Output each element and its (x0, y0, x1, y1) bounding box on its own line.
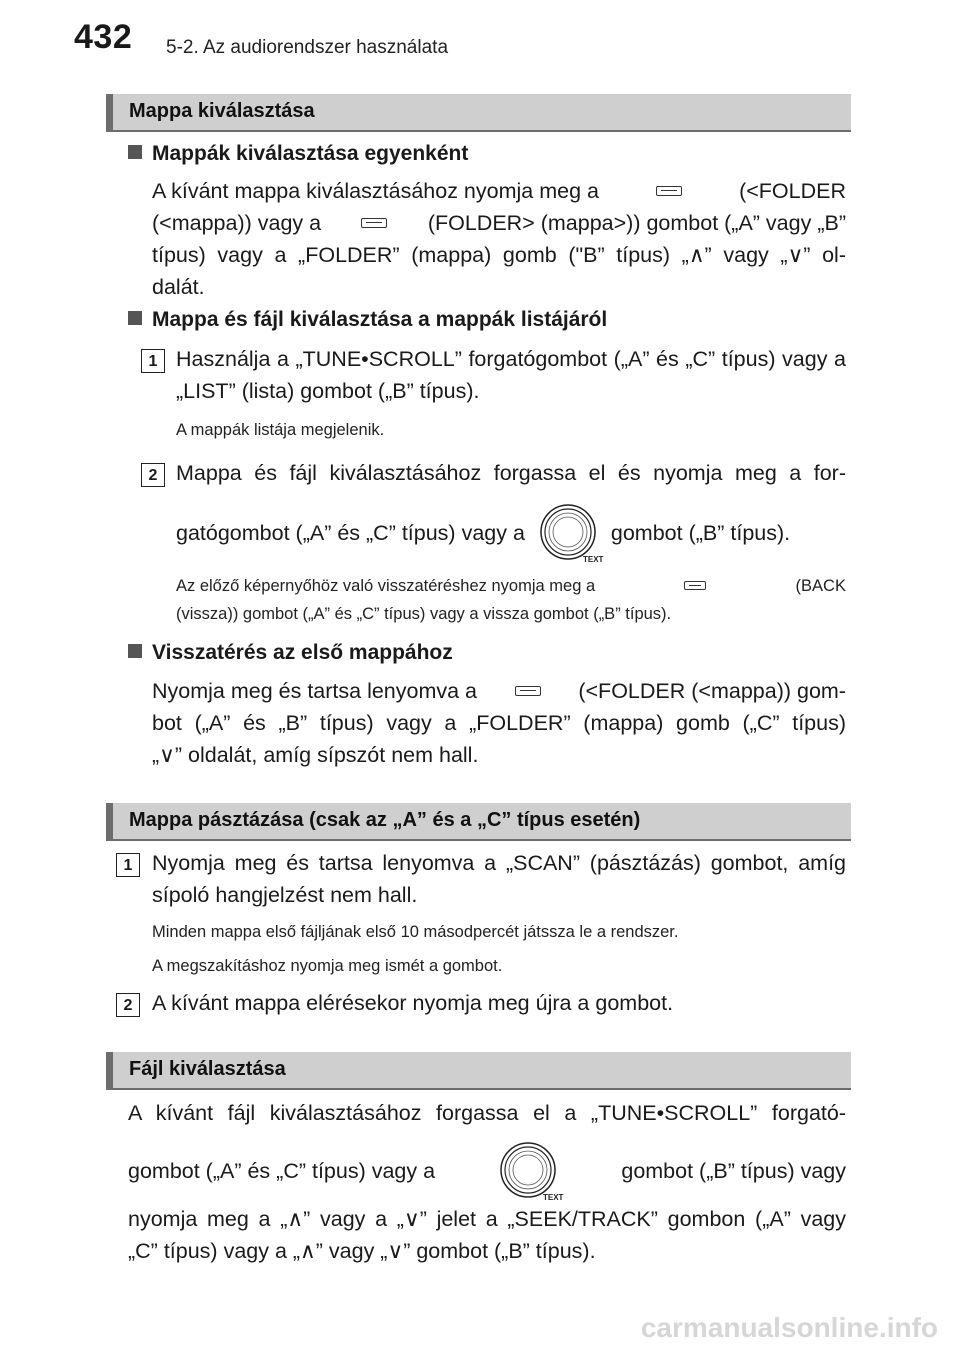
knob-icon (497, 1140, 564, 1202)
paragraph-line: bot („A” és „B” típus) vagy a „FOLDER” (mappa) gomb („C” típus) (152, 711, 846, 735)
square-bullet-icon (128, 644, 142, 658)
paragraph-line: típus) vagy a „FOLDER” (mappa) gomb ("B” típus) „∧” vagy „∨” ol- (152, 243, 846, 267)
paragraph-line: nyomja meg a „∧” vagy a „∨” jelet a „SEEK/TRACK” gombon („A” vagy (128, 1207, 846, 1231)
step-text: A kívánt mappa elérésekor nyomja meg újra a gombot. (152, 991, 674, 1015)
step-text: Nyomja meg és tartsa lenyomva a „SCAN” (pásztázás) gombot, amíg sípoló hangjelzést nem hall. (152, 851, 846, 907)
button-icon (684, 581, 706, 590)
subheading-folder-list: Mappa és fájl kiválasztása a mappák listájáról (128, 308, 607, 332)
step-number: 2 (141, 463, 165, 487)
step-text: Használja a „TUNE•SCROLL” forgatógombot („A” és „C” típus) vagy a „LIST” (lista) gombot („B” típus). (176, 347, 846, 403)
paragraph-line: (<mappa)) vagy a (FOLDER> (mappa>)) gombot („A” vagy „B” (152, 211, 846, 235)
section-header-folder-scan: Mappa pásztázása (csak az „A” és a „C” típus esetén) (106, 803, 851, 841)
svg-text:TEXT: TEXT (582, 555, 604, 564)
paragraph-line: gombot („A” és „C” típus) vagy a TEXT gombot („B” típus) vagy (128, 1140, 846, 1202)
step-text-line: gatógombot („A” és „C” típus) vagy a TEXT gombot („B” típus). (176, 502, 790, 564)
watermark: carmanualsonline.info (640, 1312, 938, 1343)
paragraph-line: A kívánt fájl kiválasztásához forgassa el a „TUNE•SCROLL” forgató- (128, 1101, 846, 1125)
step-note-line: Az előző képernyőhöz való visszatéréshez nyomja meg a (BACK (176, 577, 846, 595)
step-number: 2 (116, 993, 140, 1017)
chapter-title: 5-2. Az audiorendszer használata (166, 37, 449, 58)
knob-icon (537, 502, 604, 564)
paragraph-line: A kívánt mappa kiválasztásához nyomja meg a (<FOLDER (152, 179, 846, 203)
step-note-line: (vissza)) gombot („A” és „C” típus) vagy a vissza gombot („B” típus). (176, 605, 672, 623)
square-bullet-icon (128, 145, 142, 159)
paragraph-line: „C” típus) vagy a „∧” vagy „∨” gombot („B” típus). (128, 1239, 596, 1263)
subheading-one-by-one: Mappák kiválasztása egyenként (128, 142, 468, 166)
page-number: 432 (74, 18, 133, 56)
subheading-return-first: Visszatérés az első mappához (128, 641, 453, 665)
step-note: A mappák listája megjelenik. (176, 421, 385, 439)
step-number: 1 (116, 853, 140, 877)
button-icon (656, 186, 682, 196)
section-header-file-select: Fájl kiválasztása (106, 1052, 851, 1090)
section-header-folder-select: Mappa kiválasztása (106, 94, 851, 132)
button-icon (361, 218, 387, 228)
step-note: Minden mappa első fájljának első 10 másodpercét játssza le a rendszer. (152, 923, 679, 941)
paragraph-line: Nyomja meg és tartsa lenyomva a (<FOLDER (<mappa)) gom- (152, 679, 846, 703)
step-number: 1 (141, 349, 165, 373)
step-note: A megszakításhoz nyomja meg ismét a gombot. (152, 957, 503, 975)
square-bullet-icon (128, 311, 142, 325)
paragraph-line: „∨” oldalát, amíg sípszót nem hall. (152, 743, 479, 767)
step-text: Mappa és fájl kiválasztásához forgassa el és nyomja meg a for- (176, 461, 846, 485)
button-icon (515, 686, 541, 696)
svg-text:TEXT: TEXT (543, 1193, 564, 1202)
paragraph-line: dalát. (152, 275, 205, 299)
